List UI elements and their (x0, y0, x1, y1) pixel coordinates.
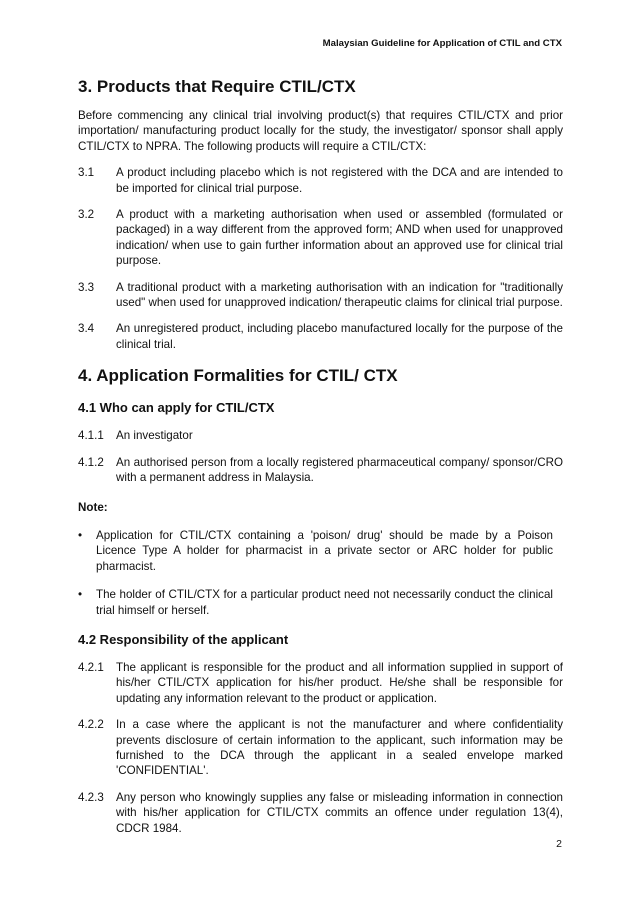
item-number: 3.3 (78, 280, 95, 294)
section-4-heading: 4. Application Formalities for CTIL/ CTX (78, 366, 398, 386)
bullet-text: The holder of CTIL/CTX for a particular product need not necessarily conduct the clinical trial himself or herself. (96, 588, 553, 617)
list-item (78, 280, 563, 311)
item-text: In a case where the applicant is not the manufacturer and where confidentiality prevents disclosure of certain information to the applicant, such information may be furnished to the DCA through the applicant in a sealed envelope marked 'CONFIDENTIAL'. (116, 718, 563, 778)
item-text: Any person who knowingly supplies any false or misleading information in connection with his/her application for CTIL/CTX commits an offence under regulation 13(4), CDCR 1984. (116, 790, 563, 835)
list-item (78, 165, 563, 196)
bullet-dot-icon: • (78, 528, 83, 542)
page-number: 2 (556, 838, 562, 850)
item-text: A product including placebo which is not registered with the DCA and are intended to be imported for clinical trial purpose. (116, 166, 563, 195)
item-number: 4.1.1 (78, 429, 104, 443)
list-item (78, 428, 563, 443)
item-text: An authorised person from a locally registered pharmaceutical company/ sponsor/CRO with a permanent address in Malaysia. (116, 455, 563, 485)
item-text: The applicant is responsible for the product and all information supplied in support of his/her CTIL/CTX application for his/her product. He/she shall be responsible for updating any information relevant to the product or application. (116, 660, 563, 705)
running-header: Malaysian Guideline for Application of CTIL and CTX (322, 38, 562, 49)
list-item (78, 790, 563, 836)
item-text: An unregistered product, including placebo manufactured locally for the purpose of the clinical trial. (116, 322, 563, 351)
list-item (78, 717, 563, 779)
list-item (78, 321, 563, 352)
section-3-heading: 3. Products that Require CTIL/CTX (78, 77, 356, 96)
bullet-item (78, 587, 563, 618)
item-text: An investigator (116, 429, 193, 443)
item-text: A product with a marketing authorisation when used or assembled (formulated or packaged) in a way different from the approved form; AND when used for unapproved indication/ when use to gain further information about an approved use for clinical trial purpose. (116, 208, 563, 268)
page-content (78, 77, 563, 836)
subsection-4-1-heading: 4.1 Who can apply for CTIL/CTX (78, 400, 275, 416)
bullet-dot-icon: • (78, 588, 83, 602)
list-item (78, 455, 563, 486)
item-number: 4.2.2 (78, 718, 104, 732)
item-text: A traditional product with a marketing authorisation with an indication for "traditionally used" when used for unapproved indication/ therapeutic claims for clinical trial purpose. (116, 280, 563, 310)
item-number: 4.2.1 (78, 660, 104, 674)
item-number: 4.2.3 (78, 790, 104, 804)
subsection-4-2-heading: 4.2 Responsibility of the applicant (78, 631, 289, 647)
item-number: 3.4 (78, 322, 95, 336)
note-label: Note: (78, 500, 108, 514)
list-item (78, 660, 563, 706)
item-number: 4.1.2 (78, 455, 104, 469)
bullet-text: Application for CTIL/CTX containing a 'poison/ drug' should be made by a Poison Licence Type A holder for pharmacist in a private sector or ARC holder for public pharmacist. (96, 528, 553, 573)
item-number: 3.1 (78, 166, 95, 180)
list-item (78, 207, 563, 269)
section-3-intro: Before commencing any clinical trial involving product(s) that requires CTIL/CTX and prior importation/ manufacturing product locally for the study, the investigator/ sponsor shall apply CTIL/CTX to NPRA. The following products will require a CTIL/CTX: (78, 109, 563, 153)
item-number: 3.2 (78, 208, 95, 222)
bullet-item (78, 528, 563, 574)
